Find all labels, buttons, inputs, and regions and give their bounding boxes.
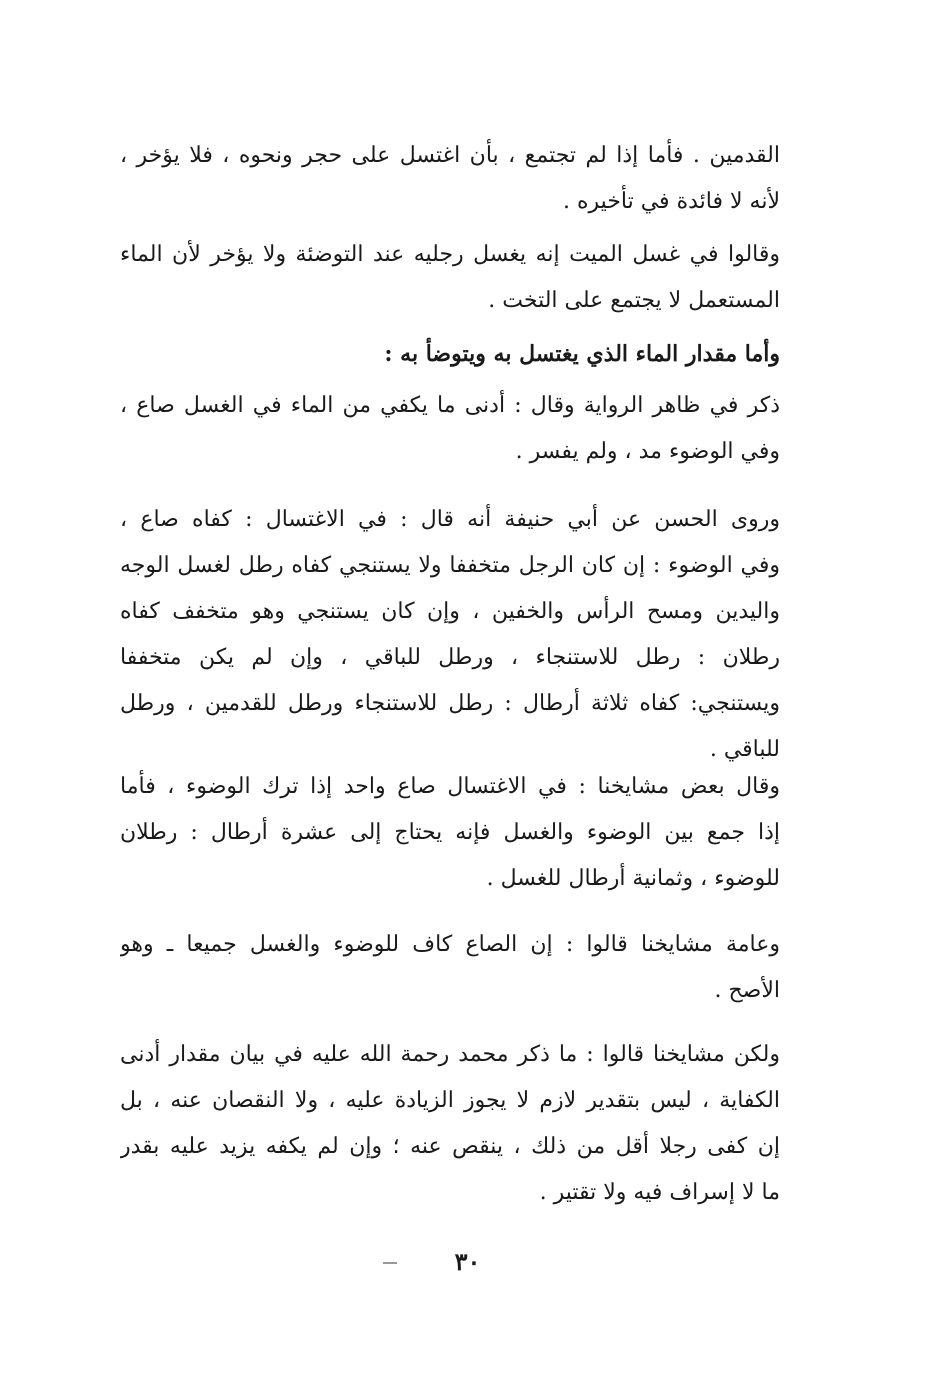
text-line: إذا جمع بين الوضوء والغسل فإنه يحتاج إلى عشرة أرطال : رطلان xyxy=(120,820,780,845)
text-line: وروى الحسن عن أبي حنيفة أنه قال : في الاغتسال : كفاه صاع ، xyxy=(120,507,780,532)
text-line: وفي الوضوء مد ، ولم يفسر . xyxy=(515,439,780,464)
paragraph-2 xyxy=(120,232,780,324)
text-line: ذكر في ظاهر الرواية وقال : أدنى ما يكفي من الماء في الغسل صاع ، xyxy=(120,393,780,418)
text-line: للوضوء ، وثمانية أرطال للغسل . xyxy=(486,866,780,891)
text-line: ولكن مشايخنا قالوا : ما ذكر محمد رحمة الله عليه في بيان مقدار أدنى xyxy=(120,1042,780,1067)
text-line: واليدين ومسح الرأس والخفين ، وإن كان يستنجي وهو متخفف كفاه xyxy=(120,599,780,624)
text-line: الأصح . xyxy=(714,978,780,1003)
section-heading: وأما مقدار الماء الذي يغتسل به ويتوضأ به : xyxy=(384,341,780,367)
text-line: ما لا إسراف فيه ولا تقتير . xyxy=(539,1180,780,1205)
text-line: ويستنجي: كفاه ثلاثة أرطال : رطل للاستنجاء ورطل للقدمين ، ورطل xyxy=(120,691,780,716)
page-number: ٣٠ xyxy=(454,1247,481,1276)
paragraph-6 xyxy=(120,922,780,1014)
text-line: الكفاية ، ليس بتقدير لازم لا يجوز الزيادة عليه ، ولا النقصان عنه ، بل xyxy=(120,1088,780,1113)
text-line: المستعمل لا يجتمع على التخت . xyxy=(488,288,780,313)
text-line: لأنه لا فائدة في تأخيره . xyxy=(563,189,780,214)
text-line: القدمين . فأما إذا لم تجتمع ، بأن اغتسل على حجر ونحوه ، فلا يؤخر ، xyxy=(120,143,780,168)
text-line: وفي الوضوء : إن كان الرجل متخففا ولا يستنجي كفاه رطل لغسل الوجه xyxy=(120,553,780,578)
paragraph-7 xyxy=(120,1032,780,1216)
section-heading-block xyxy=(120,331,780,377)
text-line: رطلان : رطل للاستنجاء ، ورطل للباقي ، وإن لم يكن متخففا xyxy=(120,645,780,670)
text-line: وعامة مشايخنا قالوا : إن الصاع كاف للوضوء والغسل جميعا ـ وهو xyxy=(120,932,780,957)
paragraph-1 xyxy=(120,133,780,225)
paragraph-5 xyxy=(120,764,780,902)
text-line: وقالوا في غسل الميت إنه يغسل رجليه عند التوضئة ولا يؤخر لأن الماء xyxy=(120,242,780,267)
text-line: وقال بعض مشايخنا : في الاغتسال صاع واحد إذا ترك الوضوء ، فأما xyxy=(120,774,780,799)
paragraph-3 xyxy=(120,383,780,475)
text-line: للباقي . xyxy=(709,737,780,762)
text-line: إن كفى رجلا أقل من ذلك ، ينقص عنه ؛ وإن لم يكفه يزيد عليه بقدر xyxy=(120,1134,780,1159)
paragraph-4 xyxy=(120,497,780,773)
